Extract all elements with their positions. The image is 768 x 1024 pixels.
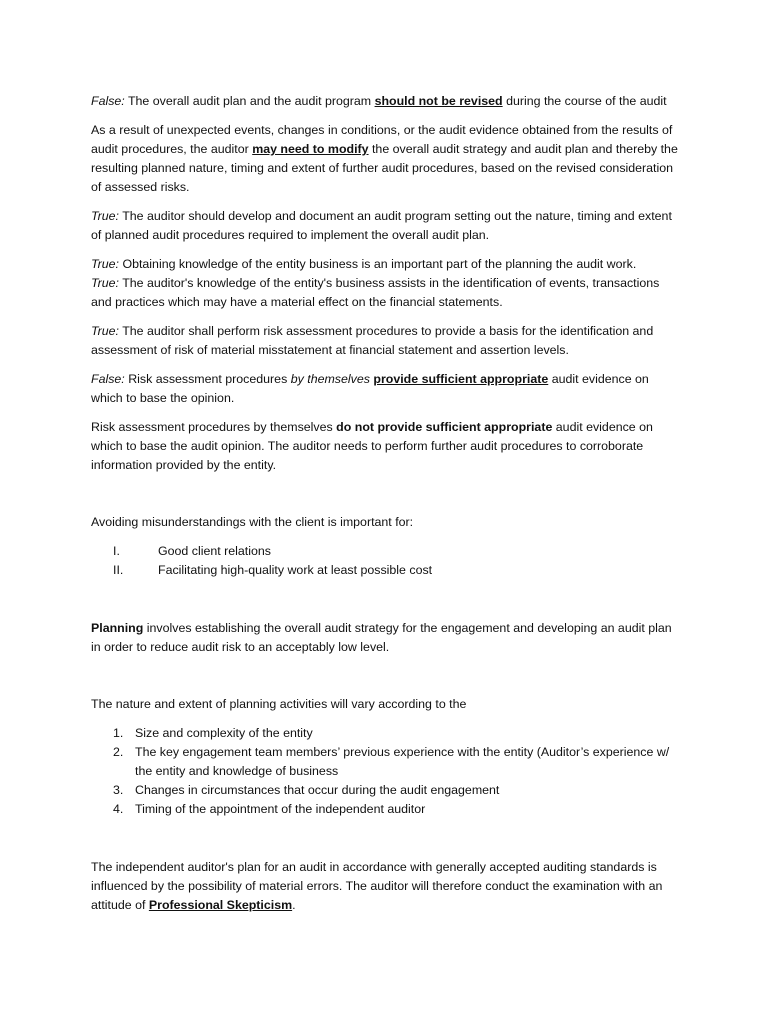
bold-do-not-provide: do not provide sufficient appropriate xyxy=(336,420,553,434)
bold-planning: Planning xyxy=(91,621,144,635)
false-label: False: xyxy=(91,372,125,386)
text: Risk assessment procedures xyxy=(124,372,291,386)
text: Risk assessment procedures by themselves xyxy=(91,420,337,434)
list-marker: 4. xyxy=(113,802,124,816)
numbered-list xyxy=(91,724,681,819)
text: Obtaining knowledge of the entity business is an important part of the planning the audit work. xyxy=(119,257,637,271)
emphasis-should-not-be-revised: should not be revised xyxy=(374,94,503,108)
emphasis-professional-skepticism: Professional Skepticism xyxy=(148,898,293,912)
list-item xyxy=(91,781,681,800)
paragraph-planning xyxy=(91,619,681,657)
list-item xyxy=(91,800,681,819)
paragraph-false-audit-plan xyxy=(91,92,681,111)
text: during the course of the audit xyxy=(502,94,667,108)
text: . xyxy=(292,898,296,912)
list-item xyxy=(91,743,681,781)
emphasis-may-need-to-modify: may need to modify xyxy=(252,142,369,156)
list-marker: 3. xyxy=(113,783,124,797)
list-marker: 2. xyxy=(113,745,124,759)
paragraph-avoiding-misunderstandings: Avoiding misunderstandings with the client is important for: xyxy=(91,515,414,529)
true-label: True: xyxy=(91,276,119,290)
paragraph-risk-procedures-explanation xyxy=(91,418,681,475)
italic-by-themselves: by themselves xyxy=(290,372,370,386)
list-item xyxy=(91,561,681,580)
paragraph-nature-extent: The nature and extent of planning activities will vary according to the xyxy=(91,697,467,711)
roman-list xyxy=(91,542,681,580)
text: The auditor's knowledge of the entity's business assists in the identification of events, transactions and practices which may have a material effect on the financial statements. xyxy=(91,276,660,309)
list-item xyxy=(91,724,681,743)
text: audit evidence on which to base the opinion. xyxy=(91,372,649,405)
text: The independent auditor's plan for an audit in accordance with generally accepted auditing standards is influenced by the possibility of material errors. The auditor will therefore conduct the examination with an attitude of xyxy=(91,860,663,912)
true-label: True: xyxy=(91,209,119,223)
text: The auditor shall perform risk assessment procedures to provide a basis for the identification and assessment of risk of material misstatement at financial statement and assertion levels. xyxy=(91,324,654,357)
list-item xyxy=(91,542,681,561)
text: involves establishing the overall audit strategy for the engagement and developing an audit plan in order to reduce audit risk to an acceptably low level. xyxy=(91,621,672,654)
paragraph-true-audit-program xyxy=(91,207,681,245)
list-item-text: Facilitating high-quality work at least possible cost xyxy=(158,563,433,577)
list-marker: 1. xyxy=(113,726,124,740)
list-marker: I. xyxy=(113,544,120,558)
paragraph-professional-skepticism xyxy=(91,858,681,915)
emphasis-provide-sufficient: provide sufficient appropriate xyxy=(373,372,549,386)
text: The auditor should develop and document an audit program setting out the nature, timing and extent of planned audit procedures required to implement the overall audit plan. xyxy=(91,209,672,242)
list-item-text: Good client relations xyxy=(158,544,271,558)
list-item-text: Timing of the appointment of the independent auditor xyxy=(135,802,426,816)
paragraph-true-knowledge xyxy=(91,255,681,312)
list-item-text: Size and complexity of the entity xyxy=(135,726,313,740)
list-marker: II. xyxy=(113,563,124,577)
paragraph-true-risk-assessment xyxy=(91,322,681,360)
false-label: False: xyxy=(91,94,125,108)
text: the overall audit strategy and audit plan and thereby the resulting planned nature, timing and extent of further audit procedures, based on the revised consideration of assessed risks. xyxy=(91,142,678,194)
text: As a result of unexpected events, changes in conditions, or the audit evidence obtained from the results of audit procedures, the auditor xyxy=(91,123,673,156)
paragraph-unexpected-events xyxy=(91,121,681,197)
paragraph-false-risk-procedures xyxy=(91,370,681,408)
text: The overall audit plan and the audit program xyxy=(124,94,375,108)
list-item-text: Changes in circumstances that occur during the audit engagement xyxy=(135,783,500,797)
true-label: True: xyxy=(91,257,119,271)
true-label: True: xyxy=(91,324,119,338)
text: audit evidence on which to base the audit opinion. The auditor needs to perform further audit procedures to corroborate information provided by the entity. xyxy=(91,420,653,472)
document-body xyxy=(91,92,681,915)
list-item-text: The key engagement team members’ previous experience with the entity (Auditor’s experience w/ the entity and knowledge of business xyxy=(135,745,670,778)
